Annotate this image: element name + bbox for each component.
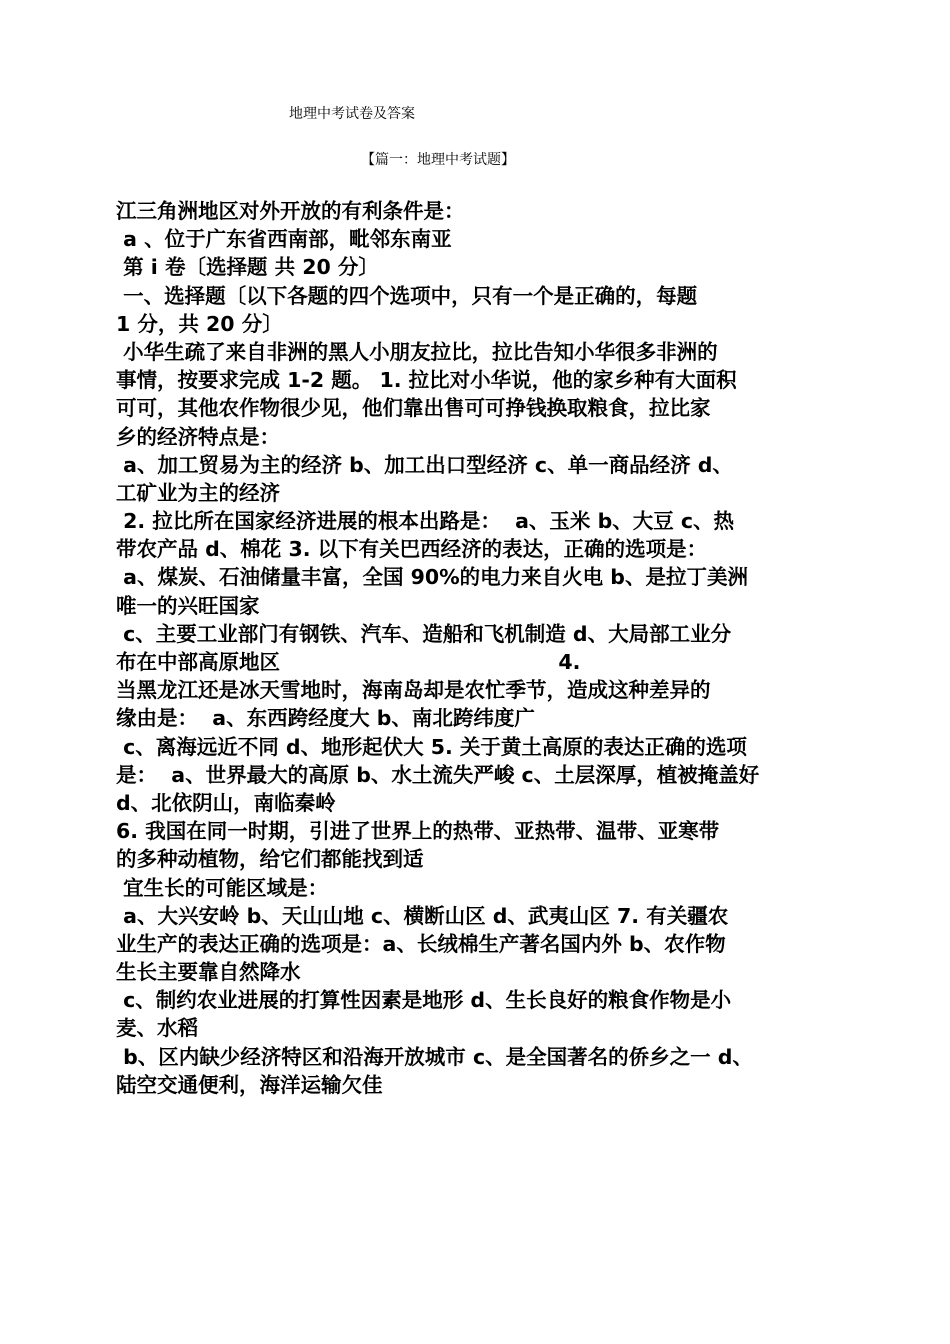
text-line: 事情，按要求完成 1-2 题。 1. 拉比对小华说，他的家乡种有大面积 — [116, 368, 737, 393]
text-line: 工矿业为主的经济 — [116, 480, 280, 505]
body-text — [116, 197, 861, 1099]
text-line: a、加工贸易为主的经济 b、加工出口型经济 c、单一商品经济 d、 — [116, 452, 733, 477]
text-line: c、制约农业进展的打算性因素是地形 d、生长良好的粮食作物是小 — [116, 988, 732, 1013]
text-line: 麦、水稻 — [116, 1016, 198, 1041]
text-line: 乡的经济特点是： — [116, 424, 280, 449]
text-line: 业生产的表达正确的选项是：a、长绒棉生产著名国内外 b、农作物 — [116, 931, 726, 956]
document-title: 地理中考试卷及答案 — [289, 106, 415, 122]
text-line: b、区内缺少经济特区和沿海开放城市 c、是全国著名的侨乡之一 d、 — [116, 1044, 753, 1069]
text-line: 生长主要靠自然降水 — [116, 960, 301, 985]
text-line: 1 分，共 20 分〕 — [116, 311, 283, 336]
text-line: d、北依阴山，南临秦岭 — [116, 790, 336, 815]
text-line: 带农产品 d、棉花 3. 以下有关巴西经济的表达，正确的选项是： — [116, 537, 708, 562]
text-line: c、主要工业部门有钢铁、汽车、造船和飞机制造 d、大局部工业分 — [116, 621, 732, 646]
text-line: c、离海远近不同 d、地形起伏大 5. 关于黄土高原的表达正确的选项 — [116, 734, 747, 759]
text-line: a、煤炭、石油储量丰富，全国 90%的电力来自火电 b、是拉丁美洲 — [116, 565, 748, 590]
text-line: 第 i 卷〔选择题 共 20 分〕 — [116, 255, 379, 280]
text-line: 6. 我国在同一时期，引进了世界上的热带、亚热带、温带、亚寒带 — [116, 819, 720, 844]
text-line: 2. 拉比所在国家经济进展的根本出路是： a、玉米 b、大豆 c、热 — [116, 509, 735, 534]
text-line: a、大兴安岭 b、天山山地 c、横断山区 d、武夷山区 7. 有关疆农 — [116, 903, 729, 928]
text-line: 唯一的兴旺国家 — [116, 593, 260, 618]
text-line: 一、选择题〔以下各题的四个选项中，只有一个是正确的，每题 — [116, 283, 698, 308]
text-line: 缘由是： a、东西跨经度大 b、南北跨纬度广 — [116, 706, 535, 731]
section-heading: 【篇一：地理中考试题】 — [361, 152, 515, 168]
text-line: 当黑龙江还是冰天雪地时，海南岛却是农忙季节，造成这种差异的 — [116, 678, 711, 703]
text-line: 的多种动植物，给它们都能找到适 — [116, 847, 424, 872]
text-line: 可可，其他农作物很少见，他们靠出售可可挣钱换取粮食，拉比家 — [116, 396, 711, 421]
text-line: 是： a、世界最大的高原 b、水土流失严峻 c、土层深厚，植被掩盖好 — [116, 762, 760, 787]
text-line: 布在中部高原地区 4. — [116, 650, 581, 674]
text-line: 小华生疏了来自非洲的黑人小朋友拉比，拉比告知小华很多非洲的 — [116, 339, 718, 364]
text-line: 江三角洲地区对外开放的有利条件是： — [116, 199, 465, 223]
text-line: 陆空交通便利，海洋运输欠佳 — [116, 1072, 383, 1097]
text-line: a 、位于广东省西南部，毗邻东南亚 — [116, 227, 452, 252]
text-line: 宜生长的可能区域是： — [116, 875, 329, 900]
